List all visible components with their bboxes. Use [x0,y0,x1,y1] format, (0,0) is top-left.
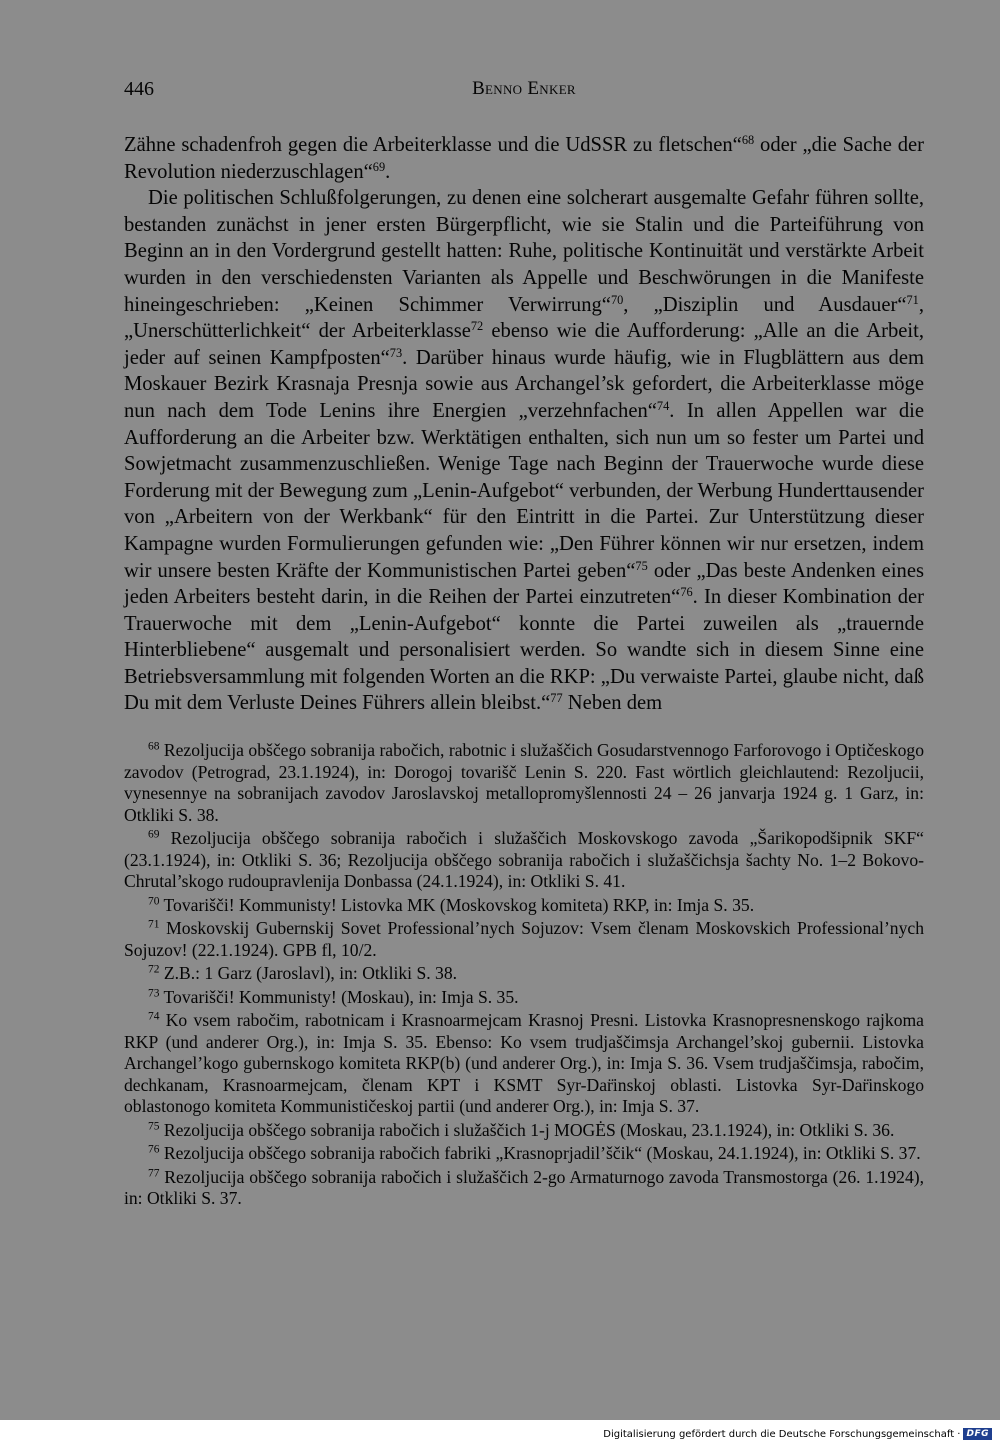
footnote [124,963,924,985]
footnote-reference: 76 [680,585,693,600]
page-number: 446 [124,78,154,100]
footnote-reference: 71 [906,292,919,307]
text-run: oder „die Sache der Revolution niederzuschlagen“ [124,134,925,183]
footnote-number: 75 [148,1120,160,1133]
header-author: Benno Enker [472,78,576,99]
footnote-number: 76 [148,1143,160,1156]
footnote [124,918,924,961]
text-run: oder „Das beste Andenken eines jeden Arbeiters besteht darin, in die Reihen der Partei einzutreten“ [124,559,924,609]
footnote-number: 77 [148,1167,160,1180]
footnote-reference: 72 [470,319,484,334]
main-text [124,132,924,717]
footnote-text: Rezoljucija obščego sobranija rabočich, rabotnic i služaščich Gosudarstvennogo Farforovogo i Optičeskogo zavodov (Petrograd, 23.1.1924), in: Dorogoj tovarišč Lenin S. 220. Fast wörtlich gleichlautend: Rezoljucii, vynesennye na sobranijach zavodov Jaroslavskoj metallopromyšlennosti 24 – 26 janvarja 1924 g. 1 Garz, in: Otkliki S. 38. [124,740,924,825]
running-head [124,78,924,106]
text-run: . Darüber hinaus wurde häufig, wie in Flugblättern aus dem Moskauer Bezirk Krasnaja Presnja sowie aus Archangel’sk gefordert, die Arbeiterklasse möge nun nach dem Tode Lenins ihre Energien „verzehnfachen“ [124,346,924,422]
body-paragraph [124,185,924,717]
footnote-text: Tovarišči! Kommunisty! Listovka MK (Moskovskog komiteta) RKP, in: Imja S. 35. [159,894,755,915]
footnote-reference: 74 [656,399,670,414]
footnote [124,895,924,917]
footnote-text: Rezoljucija obščego sobranija rabočich i služaščich 2-go Armaturnogo zavoda Transmostorga (26. 1.1924), in: Otkliki S. 37. [124,1166,924,1208]
text-run: . In dieser Kombination der Trauerwoche mit dem „Lenin-Aufgebot“ konnte die Partei zuweilen als „trauernde Hinterbliebene“ ausgemalt und personalisiert werden. So wandte sich in diesem Sinne eine Betriebsversammlung mit folgenden Worten an die RKP: „Du verwaiste Partei, glaube nicht, daß Du mit dem Verluste Deines Führers allein bleibst.“ [124,586,924,715]
footnote-text: Rezoljucija obščego sobranija rabočich i služaščich 1-j MOGĖS (Moskau, 23.1.1924), in: Otkliki S. 36. [159,1119,895,1140]
footnote-number: 68 [148,740,160,753]
footnote-reference: 68 [741,133,755,148]
credit-text: Digitalisierung gefördert durch die Deutsche Forschungsgemeinschaft · [603,1428,961,1440]
footnote-text: Ko vsem rabočim, rabotnicam i Krasnoarmejcam Krasnoj Presni. Listovka Krasnopresnenskogo rajkoma RKP (und anderer Org.), in: Imja S. 35. Ebenso: Ko vsem trudjaščimsja Archangel’skoj gubernii. Listovka Archangel’kogo gubernskogo komiteta RKP(b) (und anderer Org.), in: Imja S. 36. Vsem trudjaščimsja, rabočim, dechkanam, Krasnoarmejcam, členam KPT i KSMT Syr-Dar̈inskoj oblasti. Listovka Syr-Dar̈inskogo oblastonogo komiteta Kommunističeskoj partii (und anderer Org.), in: Imja S. 37. [124,1010,924,1116]
footnote [124,828,924,893]
footnote-text: Tovarišči! Kommunisty! (Moskau), in: Imja S. 35. [159,986,519,1007]
text-run: Zähne schadenfroh gegen die Arbeiterklasse und die UdSSR zu fletschen“ [124,134,742,156]
text-run: Neben dem [562,692,663,715]
dfg-logo: DFG [963,1428,992,1440]
footnote [124,1010,924,1118]
text-run: . In allen Appellen war die Aufforderung an die Arbeiter bzw. Werktätigen enthalten, sich nun um so fester um Partei und Sowjetmacht zusammenzuschließen. Wenige Tage nach Beginn der Trauerwoche wurde diese Forderung mit der Bewegung zum „Lenin-Aufgebot“ verbunden, der Werbung Hunderttausender von „Arbeitern von der Werkbank“ für den Eintritt in die Partei. Zur Unterstützung dieser Kampagne wurden Formulierungen gefunden wie: „Den Führer können wir nur ersetzen, indem wir unsere besten Kräfte der Kommunistischen Partei geben“ [124,399,924,582]
footnote-text: Rezoljucija obščego sobranija rabočich fabriki „Krasnoprjadil’ščik“ (Moskau, 24.1.1924), in: Otkliki S. 37. [159,1143,921,1163]
footnote-reference: 77 [550,691,563,706]
footnote-number: 73 [148,987,160,1000]
footnote [124,1143,924,1165]
footnote-number: 71 [148,918,160,931]
text-run: , „Disziplin und Ausdauer“ [623,293,907,316]
footnote-number: 70 [148,895,160,908]
footnote-number: 69 [148,828,160,841]
footnote [124,740,924,826]
text-run: . [385,160,391,183]
footnotes [124,740,924,1212]
text-run: Die politischen Schlußfolgerungen, zu denen eine solcherart ausgemalte Gefahr führen sollte, bestanden zunächst in jener ersten Bürgerpflicht, wie sie Stalin und die Parteiführung von Beginn an in den Vordergrund gestellt hatten: Ruhe, politische Kontinuität und verstärkte Arbeit wurden in den verschiedensten Varianten als Appelle und Beschwörungen in die Manifeste hineingeschrieben: „Keinen Schimmer Verwirrung“ [124,187,924,316]
footnote [124,1120,924,1142]
digitization-credit [603,1426,992,1442]
footnote [124,987,924,1009]
footnote-number: 72 [148,963,160,976]
footnote-reference: 70 [610,292,624,307]
footnote-text: Rezoljucija obščego sobranija rabočich i služaščich Moskovskogo zavoda „Šarikopodšipnik SKF“ (23.1.1924), in: Otkliki S. 36; Rezoljucija obščego sobranija rabočich i služaščichsja šachty No. 1–2 Bokovo-Chrutal’skogo rudoupravlenija Donbassa (24.1.1924), in: Otkliki S. 41. [124,828,924,891]
footnote-reference: 75 [635,558,648,573]
text-run: ebenso wie die Aufforderung: „Alle an die Arbeit, jeder auf seinen Kampfposten“ [124,320,924,369]
footnote-reference: 69 [372,159,386,174]
footnote-text: Z.B.: 1 Garz (Jaroslavl), in: Otkliki S. 38. [159,963,458,983]
footnote-reference: 73 [389,345,403,360]
text-run: , „Unerschütterlichkeit“ der Arbeiterklasse [124,293,924,343]
footnote-text: Moskovskij Gubernskij Sovet Professional’nych Sojuzov: Vsem členam Moskovskich Professional’nych Sojuzov! (22.1.1924). GPB fl, 10/2. [124,918,924,960]
footnote [124,1167,924,1210]
footnote-number: 74 [148,1010,160,1023]
body-paragraph [124,132,924,185]
